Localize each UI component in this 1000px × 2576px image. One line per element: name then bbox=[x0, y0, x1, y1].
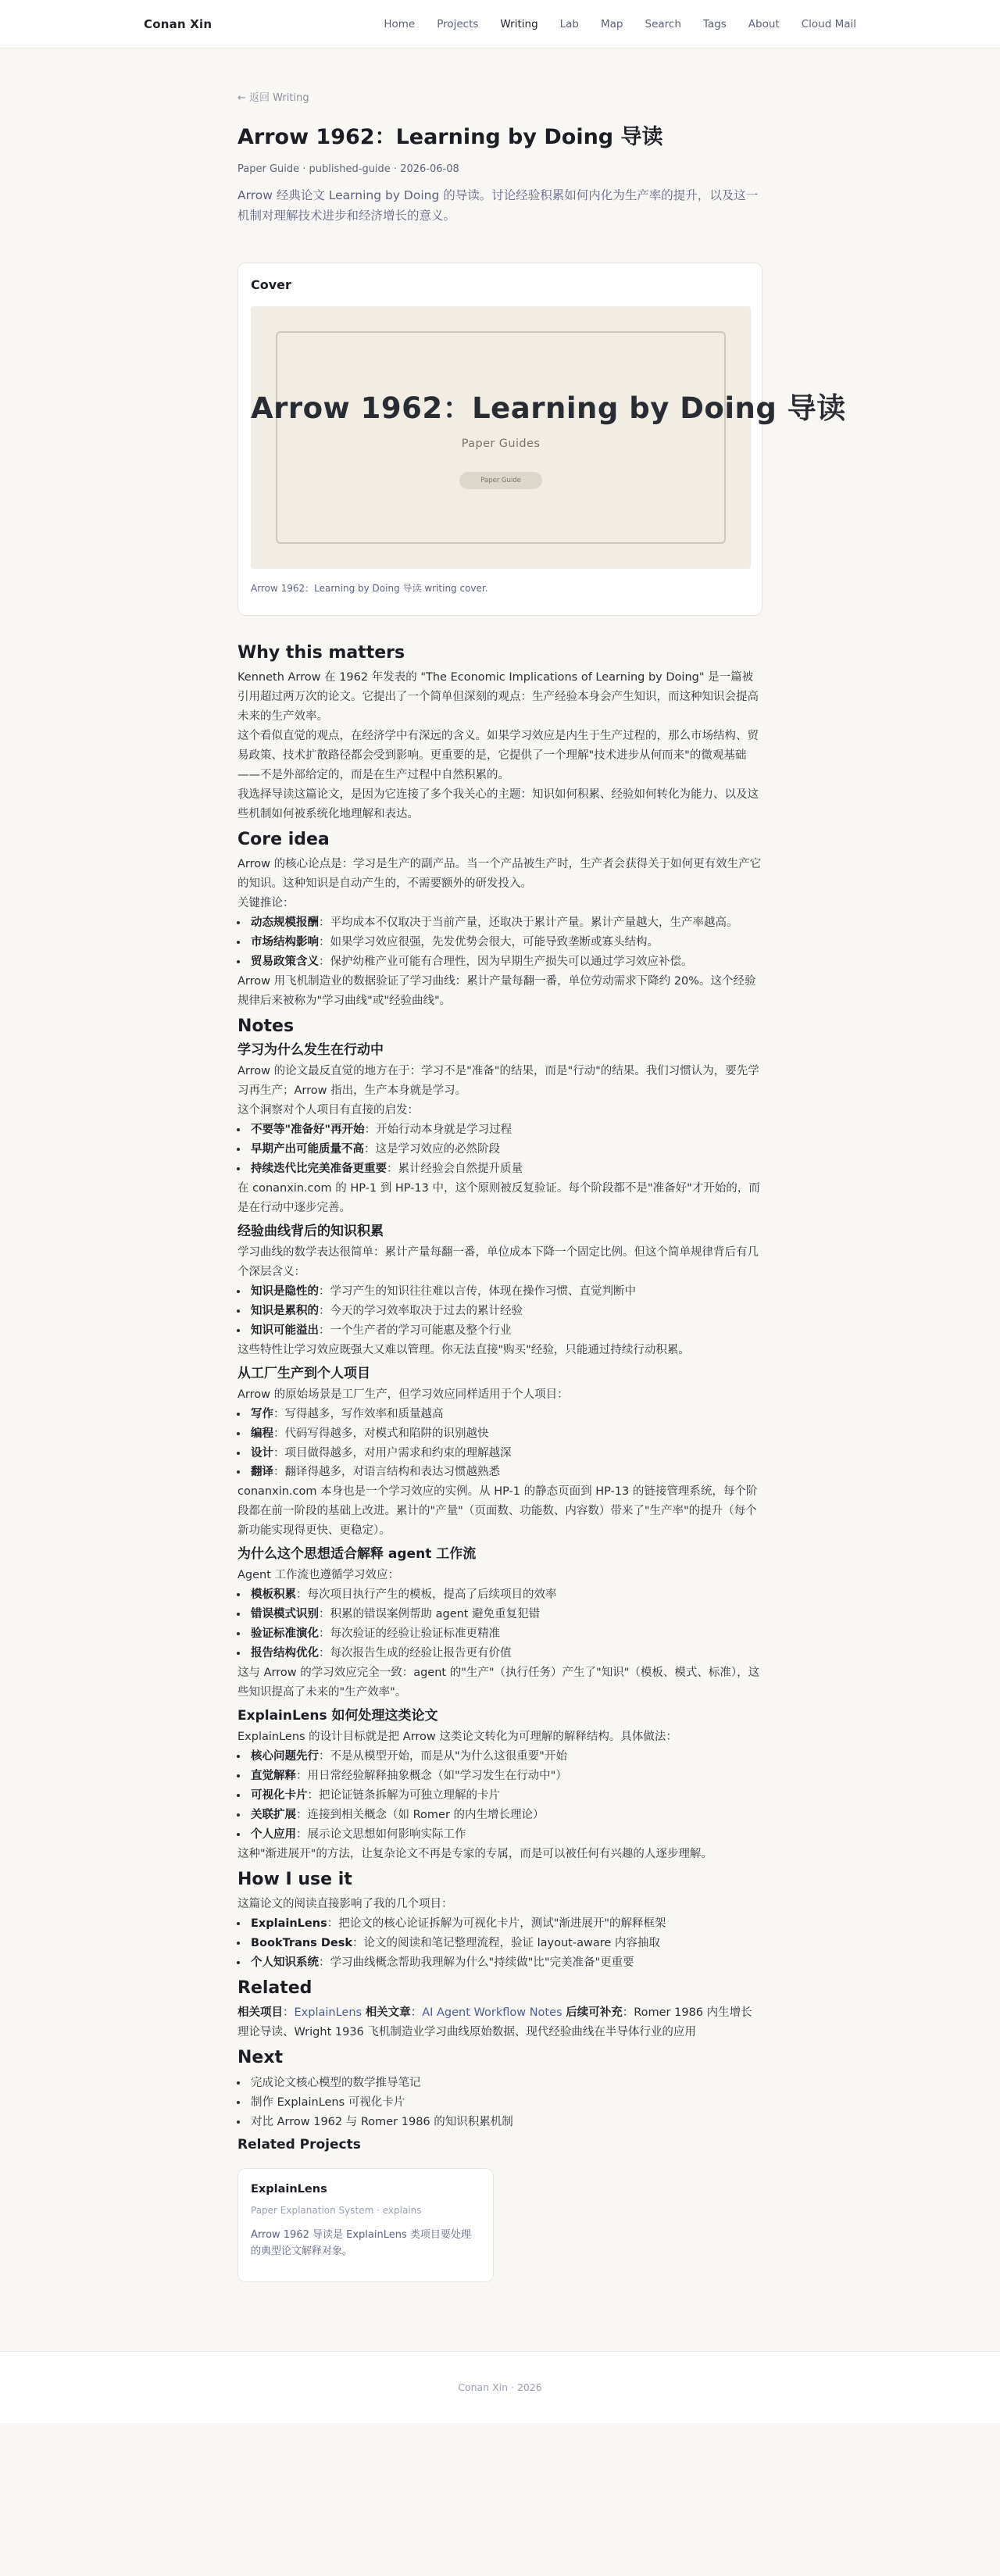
why-paragraph-2: 这个看似直觉的观点，在经济学中有深远的含义。如果学习效应是内生于生产过程的，那么市场结构、贸易政策、技术扩散路径都会受到影响。更重要的是，它提供了一个理解"技术进步从何而来"的微观基础——不是外部给定的，而是在生产过程中自然积累的。 bbox=[238, 730, 759, 781]
agent-workflow-notes-link[interactable]: AI Agent Workflow Notes bbox=[422, 2006, 562, 2020]
cover-card bbox=[238, 263, 846, 616]
notes-s3-paragraph-2: conanxin.com 本身也是一个学习效应的实例。从 HP-1 的静态页面到 HP-13 的链接管理系统，每个阶段都在前一阶段的基础上改进。累计的"产量"（页面数、功能数、内容数）带来了"生产率"的提升（每个新功能实现得更快、更稳定）。 bbox=[238, 1485, 758, 1538]
heading-core-idea: Core idea bbox=[238, 829, 330, 849]
list-item: • 关联扩展：连接到相关概念（如 Romer 的内生增长理论） bbox=[248, 1806, 762, 1825]
heading-next: Next bbox=[238, 2048, 284, 2068]
notes-s1-paragraph-3: 在 conanxin.com 的 HP-1 到 HP-13 中，这个原则被反复验证。每个阶段都不是"准备好"才开始的，而是在行动中逐步完善。 bbox=[238, 1182, 760, 1214]
nav-home[interactable]: Home bbox=[384, 18, 416, 30]
why-paragraph-3: 我选择导读这篇论文，是因为它连接了多个我关心的主题：知识如何积累、经验如何转化为能力、以及这些机制如何被系统化地理解和表达。 bbox=[238, 788, 759, 820]
site-footer bbox=[0, 2351, 1000, 2423]
list-item: • 个人应用：展示论文思想如何影响实际工作 bbox=[248, 1825, 762, 1845]
list-item: • 贸易政策含义：保护幼稚产业可能有合理性，因为早期生产损失可以通过学习效应补偿。 bbox=[248, 952, 762, 972]
list-item: • 核心问题先行：不是从模型开始，而是从"为什么这很重要"开始 bbox=[248, 1747, 762, 1767]
notes-s5-list bbox=[238, 1747, 762, 1845]
nav-lab[interactable]: Lab bbox=[559, 18, 580, 30]
core-paragraph-1: Arrow 的核心论点是：学习是生产的副产品。当一个产品被生产时，生产者会获得关于如何更有效生产它的知识。这种知识是自动产生的，不需要额外的研发投入。 bbox=[238, 858, 762, 891]
article-main bbox=[238, 48, 846, 2282]
project-card-meta: Paper Explanation System · explains bbox=[251, 2204, 422, 2216]
core-list bbox=[238, 913, 762, 972]
notes-s5-paragraph-2: 这种"渐进展开"的方法，让复杂论文不再是专家的专属，而是可以被任何有兴趣的人逐步理解。 bbox=[238, 1847, 712, 1860]
list-item: • 早期产出可能质量不高：这是学习效应的必然阶段 bbox=[248, 1140, 762, 1159]
article-intro: Arrow 经典论文 Learning by Doing 的导读。讨论经验积累如何内化为生产率的提升，以及这一机制对理解技术进步和经济增长的意义。 bbox=[238, 188, 759, 223]
list-item: • 翻译：翻译得越多，对语言结构和表达习惯越熟悉 bbox=[248, 1463, 762, 1482]
cover-label: Cover bbox=[251, 277, 291, 292]
notes-s1-paragraph-2: 这个洞察对个人项目有直接的启发： bbox=[238, 1104, 419, 1117]
supplement-text: ：Romer 1986 内生增长理论导读、Wright 1936 飞机制造业学习曲线原始数据、现代经验曲线在半导体行业的应用 bbox=[238, 2006, 752, 2039]
notes-subheading-3: 从工厂生产到个人项目 bbox=[238, 1365, 370, 1381]
nav-about[interactable]: About bbox=[748, 18, 780, 30]
notes-s2-paragraph-2: 这些特性让学习效应既强大又难以管理。你无法直接"购买"经验，只能通过持续行动积累。 bbox=[238, 1343, 690, 1356]
list-item: • 完成论文核心模型的数学推导笔记 bbox=[248, 2074, 762, 2093]
list-item: • 持续迭代比完美准备更重要：累计经验会自然提升质量 bbox=[248, 1159, 762, 1179]
nav-writing[interactable]: Writing bbox=[500, 18, 538, 30]
footer-copyright: Conan Xin · 2026 bbox=[458, 2381, 542, 2394]
notes-subheading-1: 学习为什么发生在行动中 bbox=[238, 1042, 384, 1059]
list-item: • 市场结构影响：如果学习效应很强，先发优势会很大，可能导致垄断或寡头结构。 bbox=[248, 933, 762, 952]
heading-how-i-use-it: How I use it bbox=[238, 1869, 352, 1889]
notes-s3-list bbox=[238, 1405, 762, 1483]
core-paragraph-3: Arrow 用飞机制造业的数据验证了学习曲线：累计产量每翻一番，单位劳动需求下降约 20%。这个经验规律后来被称为"学习曲线"或"经验曲线"。 bbox=[238, 974, 756, 1007]
list-item: • 制作 ExplainLens 可视化卡片 bbox=[248, 2093, 762, 2113]
list-item: • 不要等"准备好"再开始：开始行动本身就是学习过程 bbox=[248, 1120, 762, 1140]
why-paragraph-1: Kenneth Arrow 在 1962 年发表的 "The Economic Implications of Learning by Doing" 是一篇被引用超过两万次的论文。它提出了一个简单但深刻的观点：生产经验本身会产生知识，而这种知识会提高未来的生产效率。 bbox=[238, 671, 759, 723]
brand-logo[interactable]: Conan Xin bbox=[144, 17, 212, 31]
list-item: • ExplainLens：把论文的核心论证拆解为可视化卡片，测试"渐进展开"的解释框架 bbox=[248, 1914, 762, 1934]
notes-subheading-5: ExplainLens 如何处理这类论文 bbox=[238, 1707, 438, 1724]
supplement-label: 后续可补充 bbox=[566, 2006, 623, 2020]
cover-art-title: Arrow 1962：Learning by Doing 导读 bbox=[251, 391, 846, 425]
project-card-title: ExplainLens bbox=[251, 2182, 327, 2195]
cover-art-subtitle: Paper Guides bbox=[461, 437, 541, 450]
list-item: • 动态规模报酬：平均成本不仅取决于当前产量，还取决于累计产量。累计产量越大，生产率越高。 bbox=[248, 913, 762, 933]
notes-s4-paragraph-1: Agent 工作流也遵循学习效应： bbox=[238, 1569, 400, 1582]
cover-image bbox=[251, 306, 846, 569]
heading-related: Related bbox=[238, 1978, 312, 1998]
back-to-writing-link[interactable]: ← 返回 Writing bbox=[238, 92, 309, 104]
list-item: • 模板积累：每次项目执行产生的模板，提高了后续项目的效率 bbox=[248, 1585, 762, 1605]
notes-s2-list bbox=[238, 1282, 762, 1341]
heading-related-projects: Related Projects bbox=[238, 2137, 361, 2153]
list-item: • 知识是隐性的：学习产生的知识往往难以言传，体现在操作习惯、直觉判断中 bbox=[248, 1282, 762, 1302]
notes-subheading-2: 经验曲线背后的知识积累 bbox=[238, 1223, 384, 1239]
explainlens-link[interactable]: ExplainLens bbox=[294, 2006, 362, 2020]
list-item: • 设计：项目做得越多，对用户需求和约束的理解越深 bbox=[248, 1444, 762, 1463]
cover-caption: Arrow 1962：Learning by Doing 导读 writing cover. bbox=[251, 582, 488, 594]
list-item: • 知识是累积的：今天的学习效率取决于过去的累计经验 bbox=[248, 1302, 762, 1321]
article-meta: Paper Guide · published-guide · 2026-06-08 bbox=[238, 163, 459, 176]
notes-subheading-4: 为什么这个思想适合解释 agent 工作流 bbox=[238, 1546, 477, 1563]
next-list bbox=[238, 2074, 762, 2132]
list-item: • 直觉解释：用日常经验解释抽象概念（如"学习发生在行动中"） bbox=[248, 1767, 762, 1786]
nav-tags[interactable]: Tags bbox=[702, 18, 727, 30]
project-card-explainlens[interactable] bbox=[238, 2168, 494, 2283]
list-item: • 报告结构优化：每次报告生成的经验让报告更有价值 bbox=[248, 1644, 762, 1663]
nav-projects[interactable]: Projects bbox=[437, 18, 479, 30]
core-paragraph-2: 关键推论： bbox=[238, 897, 295, 910]
related-projects-label: 相关项目 bbox=[238, 2006, 283, 2020]
list-item: • 个人知识系统：学习曲线概念帮助我理解为什么"持续做"比"完美准备"更重要 bbox=[248, 1953, 762, 1973]
list-item: • BookTrans Desk：论文的阅读和笔记整理流程，验证 layout-aware 内容抽取 bbox=[248, 1934, 762, 1953]
nav-map[interactable]: Map bbox=[601, 18, 623, 30]
cover-art-pill: Paper Guide bbox=[459, 472, 542, 489]
related-paragraph: 相关项目：ExplainLens 相关文章：AI Agent Workflow Notes 后续可补充：Romer 1986 内生增长理论导读、Wright 1936 飞机制造业学习曲线原始数据、现代经验曲线在半导体行业的应用 bbox=[238, 2006, 752, 2039]
notes-s1-paragraph-1: Arrow 的论文最反直觉的地方在于：学习不是"准备"的结果，而是"行动"的结果。我们习惯认为，要先学习再生产；Arrow 指出，生产本身就是学习。 bbox=[238, 1065, 759, 1098]
project-card-description: Arrow 1962 导读是 ExplainLens 类项目要处理的典型论文解释对象。 bbox=[251, 2228, 471, 2257]
list-item: • 知识可能溢出：一个生产者的学习可能惠及整个行业 bbox=[248, 1321, 762, 1341]
nav-search[interactable]: Search bbox=[645, 18, 681, 30]
notes-s3-paragraph-1: Arrow 的原始场景是工厂生产，但学习效应同样适用于个人项目： bbox=[238, 1388, 569, 1401]
site-header bbox=[0, 0, 1000, 48]
list-item: • 对比 Arrow 1962 与 Romer 1986 的知识积累机制 bbox=[248, 2113, 762, 2132]
list-item: • 可视化卡片：把论证链条拆解为可独立理解的卡片 bbox=[248, 1786, 762, 1806]
use-list bbox=[238, 1914, 762, 1973]
related-articles-label: 相关文章 bbox=[365, 2006, 411, 2020]
page-title: Arrow 1962：Learning by Doing 导读 bbox=[238, 125, 663, 149]
notes-s4-list bbox=[238, 1585, 762, 1663]
list-item: • 编程：代码写得越多，对模式和陷阱的识别越快 bbox=[248, 1424, 762, 1444]
nav-cloud-mail[interactable]: Cloud Mail bbox=[801, 18, 856, 30]
heading-notes: Notes bbox=[238, 1016, 295, 1036]
notes-s5-paragraph-1: ExplainLens 的设计目标就是把 Arrow 这类论文转化为可理解的解释结构。具体做法： bbox=[238, 1730, 677, 1743]
list-item: • 验证标准演化：每次验证的经验让验证标准更精准 bbox=[248, 1624, 762, 1644]
notes-s2-paragraph-1: 学习曲线的数学表达很简单：累计产量每翻一番，单位成本下降一个固定比例。但这个简单规律背后有几个深层含义： bbox=[238, 1245, 759, 1278]
main-nav bbox=[384, 18, 856, 30]
notes-s4-paragraph-2: 这与 Arrow 的学习效应完全一致：agent 的"生产"（执行任务）产生了"知识"（模板、模式、标准），这些知识提高了未来的"生产效率"。 bbox=[238, 1666, 760, 1699]
use-paragraph-1: 这篇论文的阅读直接影响了我的几个项目： bbox=[238, 1898, 453, 1910]
list-item: • 错误模式识别：积累的错误案例帮助 agent 避免重复犯错 bbox=[248, 1605, 762, 1624]
list-item: • 写作：写得越多，写作效率和质量越高 bbox=[248, 1405, 762, 1424]
notes-s1-list bbox=[238, 1120, 762, 1179]
heading-why: Why this matters bbox=[238, 642, 405, 663]
